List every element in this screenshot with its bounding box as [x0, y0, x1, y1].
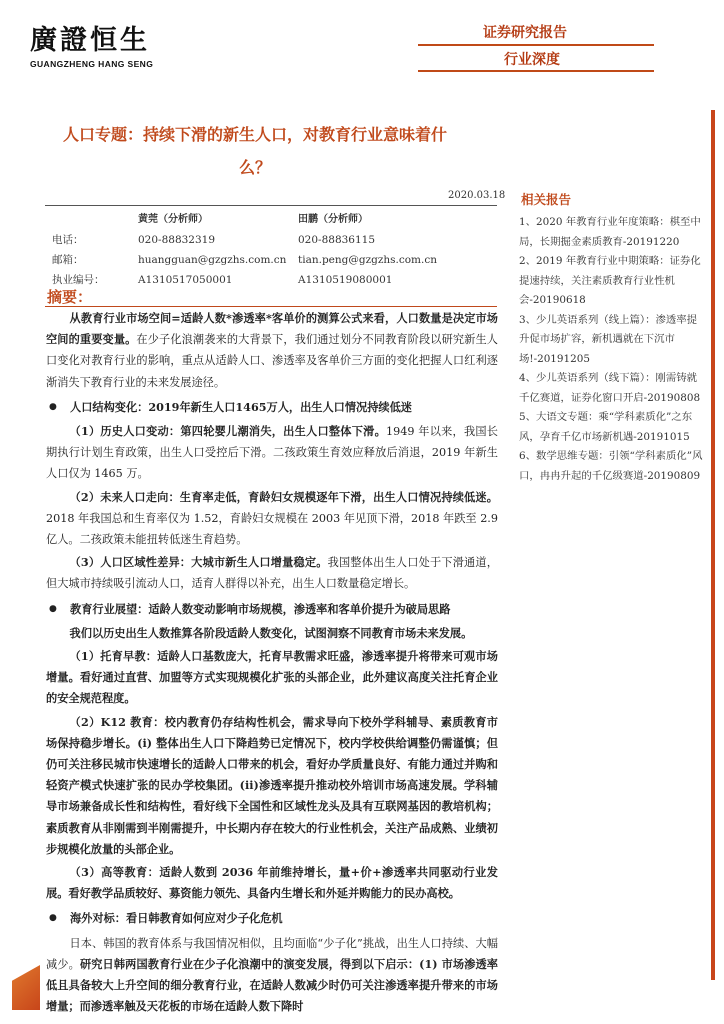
analyst-1: [138, 210, 288, 290]
related-report-item[interactable]: 4、少儿英语系列（线下篇）：刚需铸就千亿赛道，证券化窗口开启-20190808: [519, 372, 701, 404]
para-future: （2）未来人口走向：生育率走低，育龄妇女规模逐年下滑，出生人口情况持续低迷。2018 年我国总和生育率仅为 1.52，育龄妇女规模在 2003 年见顶下滑，2018 年跌至 2.9 亿人。二孩政策未能扭转低迷生育趋势。: [46, 489, 498, 547]
analyst-1-license: A1310517050001: [138, 274, 233, 286]
analyst-2-email[interactable]: tian.peng@gzgzhs.com.cn: [298, 254, 437, 266]
corner-decoration: [12, 965, 40, 1010]
analyst-1-email[interactable]: huangguan@gzgzhs.com.cn: [138, 254, 287, 266]
page-title: 人口专题：持续下滑的新生人口，对教育行业意味着什么？: [62, 125, 447, 177]
label-license: 执业编号：: [52, 274, 105, 286]
related-reports-list: [519, 213, 705, 486]
analyst-2: [298, 210, 458, 290]
analyst-2-name: 田鹏（分析师）: [298, 214, 368, 225]
related-report-item[interactable]: 5、大语文专题：乘“学科素质化”之东风，孕育千亿市场新机遇-20191015: [519, 411, 693, 443]
para-regional: （3）人口区域性差异：大城市新生人口增量稳定。我国整体出生人口处于下滑通道，但大城市持续吸引流动人口，适育人群得以补充，出生人口数量稳定增长。: [46, 555, 498, 591]
abstract-heading: 摘要：: [47, 288, 93, 306]
brand-logo: [30, 25, 153, 69]
para-early-education: （1）托育早教：适龄人口基数庞大，托育早教需求旺盛，渗透率提升将带来可观市场增量。看好通过直营、加盟等方式实现规模化扩张的头部企业，此外建议高度关注托育企业的安全规范程度。: [46, 649, 498, 706]
bullet-overseas: ● 海外对标：看日韩教育如何应对少子化危机: [46, 908, 498, 929]
related-report-item[interactable]: 1、2020 年教育行业年度策略：棋至中局，长期掘金素质教育-20191220: [519, 216, 701, 248]
label-phone: 电话：: [52, 234, 84, 246]
label-email: 邮箱：: [52, 254, 84, 266]
related-report-item[interactable]: 3、少儿英语系列（线上篇）：渗透率提升促市场扩容，新机遇就在下沉市场!-20191205: [519, 313, 698, 365]
para-history: （1）历史人口变动：第四轮婴儿潮消失，出生人口整体下滑。1949 年以来，我国长期执行计划生育政策，出生人口受控后下滑。二孩政策生育效应释放后消退，2019 年新生人口仅为 1465 万。: [46, 424, 498, 481]
title-divider: [45, 205, 497, 206]
para-overseas: 日本、韩国的教育体系与我国情况相似，且均面临“少子化”挑战，出生人口持续、大幅减少。研究日韩两国教育行业在少子化浪潮中的演变发展，得到以下启示：(1) 市场渗透率低且具备较大上升空间的细分教育行业，在适龄人数减少时仍可关注渗透率提升带来的市场增量；而渗透率触及天花板的市场在适龄人数下降时: [46, 936, 498, 1014]
analyst-2-phone: 020-88836115: [298, 234, 376, 246]
analyst-1-name: 黄莞（分析师）: [138, 214, 208, 225]
abstract-body: [46, 308, 498, 1020]
header-divider-bottom: [418, 70, 654, 72]
abstract-intro: 从教育行业市场空间=适龄人数*渗透率*客单价的测算公式来看，人口数量是决定市场空间的重要变量。在少子化浪潮袭来的大背景下，我们通过划分不同教育阶段以研究新生人口变化对教育行业的影响，重点从适龄人口、渗透率及客单价三方面的变化把握人口红利逐渐消失下教育行业的未来发展途径。: [46, 311, 498, 389]
para-higher-education: （3）高等教育：适龄人数到 2036 年前维持增长，量+价+渗透率共同驱动行业发展。看好教学品质较好、募资能力领先、具备内生增长和外延并购能力的民办高校。: [46, 865, 498, 901]
para-k12: （2）K12 教育：校内教育仍存结构性机会，需求导向下校外学科辅导、素质教育市场保持稳步增长。(i) 整体出生人口下降趋势已定情况下，校内学校供给调整仍需谨慎；但仍可关注移民城市快速增长的适龄人口带来的机会，看好办学质量良好、有能力通过并购和轻资产模式快速扩张的民办学校集团。(ii)渗透率提升推动校外培训市场高速发展。学科辅导市场兼备成长性和结构性，看好线下全国性和区域性龙头及具有互联网基因的教培机构；素质教育从非刚需到半刚需提升，中长期内存在较大的行业性机会，关注产品成熟、业绩初步规模化放量的头部企业。: [46, 714, 498, 856]
para-outlook-intro: 我们以历史出生人数推算各阶段适龄人数变化，试图洞察不同教育市场未来发展。: [69, 625, 473, 640]
report-date: 2020.03.18: [448, 190, 506, 201]
bullet-population: ● 人口结构变化：2019年新生人口1465万人，出生人口情况持续低迷: [46, 397, 498, 418]
analyst-1-phone: 020-88832319: [138, 234, 216, 246]
related-report-item[interactable]: 6、数学思维专题：引领“学科素质化”风口，冉冉升起的千亿级赛道-20190809: [519, 450, 703, 482]
related-report-item[interactable]: 2、2019 年教育行业中期策略：证券化提速持续，关注素质教育行业性机会-20190618: [519, 255, 701, 306]
logo-chinese: 廣證恒生: [30, 25, 150, 56]
header-divider-top: [418, 44, 654, 46]
analyst-2-license: A1310519080001: [298, 274, 393, 286]
abstract-divider: [45, 306, 497, 307]
right-accent-bar: [711, 110, 715, 980]
report-type-label: 证券研究报告: [483, 25, 567, 41]
bullet-outlook: ● 教育行业展望：适龄人数变动影响市场规模，渗透率和客单价提升为破局思路: [46, 599, 498, 620]
report-subtype-label: 行业深度: [504, 52, 560, 68]
logo-english: GUANGZHENG HANG SENG: [30, 59, 154, 69]
related-reports-heading: 相关报告: [521, 192, 572, 207]
contact-labels: [52, 210, 122, 290]
